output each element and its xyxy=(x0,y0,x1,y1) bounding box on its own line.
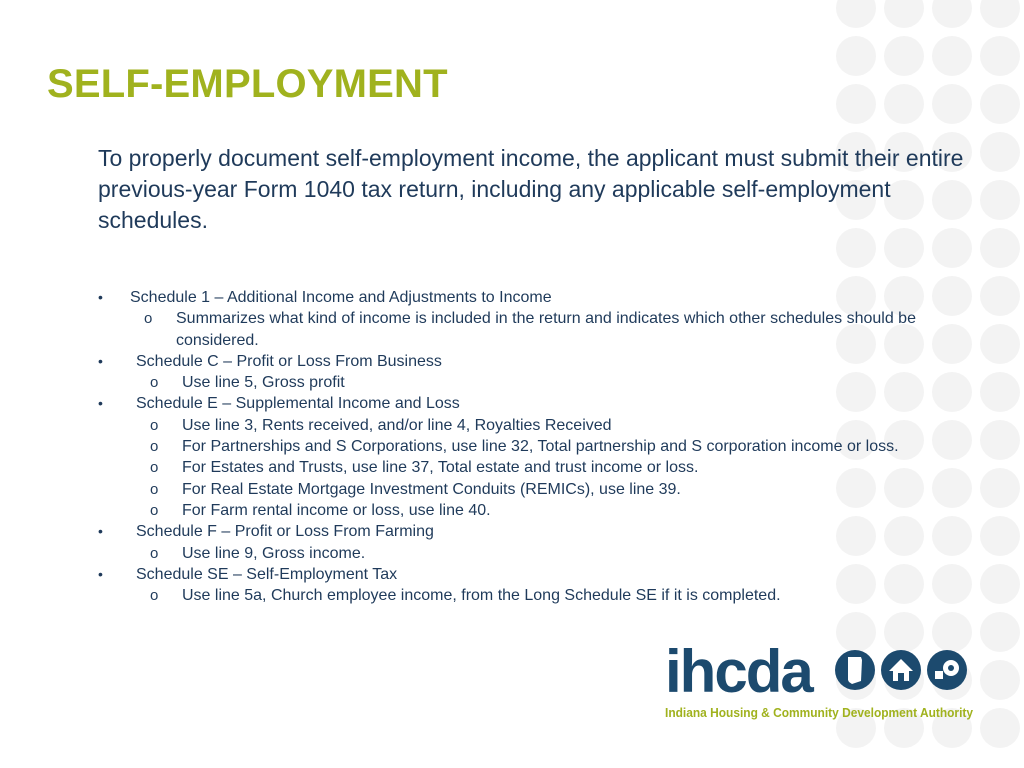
decorative-dot xyxy=(980,180,1020,220)
decorative-dot xyxy=(980,660,1020,700)
list-item-text: Schedule 1 – Additional Income and Adjustments to Income xyxy=(130,289,552,306)
sub-bullet-marker: o xyxy=(150,374,159,392)
decorative-dot xyxy=(836,0,876,28)
sub-bullet-marker: o xyxy=(150,480,159,498)
sub-bullet-marker: o xyxy=(150,501,159,519)
sub-bullet-marker: o xyxy=(144,310,153,328)
decorative-dot xyxy=(932,36,972,76)
sub-list-item: o Use line 9, Gross income. xyxy=(136,543,978,564)
decorative-dot xyxy=(932,84,972,124)
decorative-dot xyxy=(980,36,1020,76)
sub-list-item: o Summarizes what kind of income is included in the return and indicates which other schedules should be considered. xyxy=(144,310,916,349)
decorative-dot xyxy=(980,564,1020,604)
list-item xyxy=(98,521,978,564)
decorative-dot xyxy=(980,324,1020,364)
house-icon xyxy=(881,650,921,690)
community-icon xyxy=(927,650,967,690)
decorative-dot xyxy=(836,36,876,76)
sub-list-item: o Use line 3, Rents received, and/or line 4, Royalties Received xyxy=(136,415,978,436)
decorative-dot xyxy=(932,0,972,28)
bullet-marker: • xyxy=(98,395,103,412)
bullet-marker: • xyxy=(98,352,103,369)
sub-bullet-marker: o xyxy=(150,416,159,434)
list-item xyxy=(98,393,978,521)
slide-title: SELF-EMPLOYMENT xyxy=(47,62,448,106)
sub-bullet-marker: o xyxy=(150,587,159,605)
indiana-state-icon xyxy=(835,650,875,690)
sub-list-item: o Use line 5, Gross profit xyxy=(136,372,978,393)
intro-paragraph: To properly document self-employment income, the applicant must submit their entire previous-year Form 1040 tax return, including any applicable self-employment schedules. xyxy=(98,145,964,233)
list-item-text: Schedule F – Profit or Loss From Farming xyxy=(136,523,434,541)
list-item xyxy=(98,564,978,607)
bullet-marker: • xyxy=(98,565,103,582)
decorative-dot xyxy=(980,228,1020,268)
sub-list-item: o For Partnerships and S Corporations, use line 32, Total partnership and S corporation income or loss. xyxy=(136,436,978,457)
decorative-dot xyxy=(980,468,1020,508)
decorative-dot xyxy=(980,516,1020,556)
logo-wordmark: ihcda xyxy=(665,640,812,705)
decorative-dot xyxy=(884,36,924,76)
decorative-dot xyxy=(980,612,1020,652)
decorative-dot xyxy=(980,420,1020,460)
sub-bullet-marker: o xyxy=(150,459,159,477)
decorative-dot xyxy=(884,0,924,28)
decorative-dot xyxy=(980,0,1020,28)
sub-list-item: o Use line 5a, Church employee income, from the Long Schedule SE if it is completed. xyxy=(136,585,978,606)
decorative-dot xyxy=(980,276,1020,316)
decorative-dot xyxy=(980,84,1020,124)
sub-list-item: o For Real Estate Mortgage Investment Conduits (REMICs), use line 39. xyxy=(136,479,978,500)
decorative-dot xyxy=(884,84,924,124)
logo-tagline: Indiana Housing & Community Development Authority xyxy=(665,705,974,720)
decorative-dot xyxy=(980,372,1020,412)
list-item-text: Schedule E – Supplemental Income and Loss xyxy=(136,395,460,413)
sub-bullet-marker: o xyxy=(150,438,159,456)
ihcda-logo xyxy=(665,640,975,725)
decorative-dot xyxy=(980,132,1020,172)
schedule-list xyxy=(98,287,978,606)
sub-bullet-marker: o xyxy=(150,544,159,562)
bullet-marker: • xyxy=(98,523,103,540)
list-item xyxy=(98,351,978,394)
sub-list-item: o For Estates and Trusts, use line 37, Total estate and trust income or loss. xyxy=(136,457,978,478)
bullet-marker: • xyxy=(98,289,103,305)
list-item xyxy=(98,287,978,351)
list-item-text: Schedule SE – Self-Employment Tax xyxy=(136,565,398,583)
decorative-dot xyxy=(836,84,876,124)
list-item-text: Schedule C – Profit or Loss From Business xyxy=(136,352,442,370)
decorative-dot xyxy=(980,708,1020,748)
sub-list-item: o For Farm rental income or loss, use line 40. xyxy=(136,500,978,521)
